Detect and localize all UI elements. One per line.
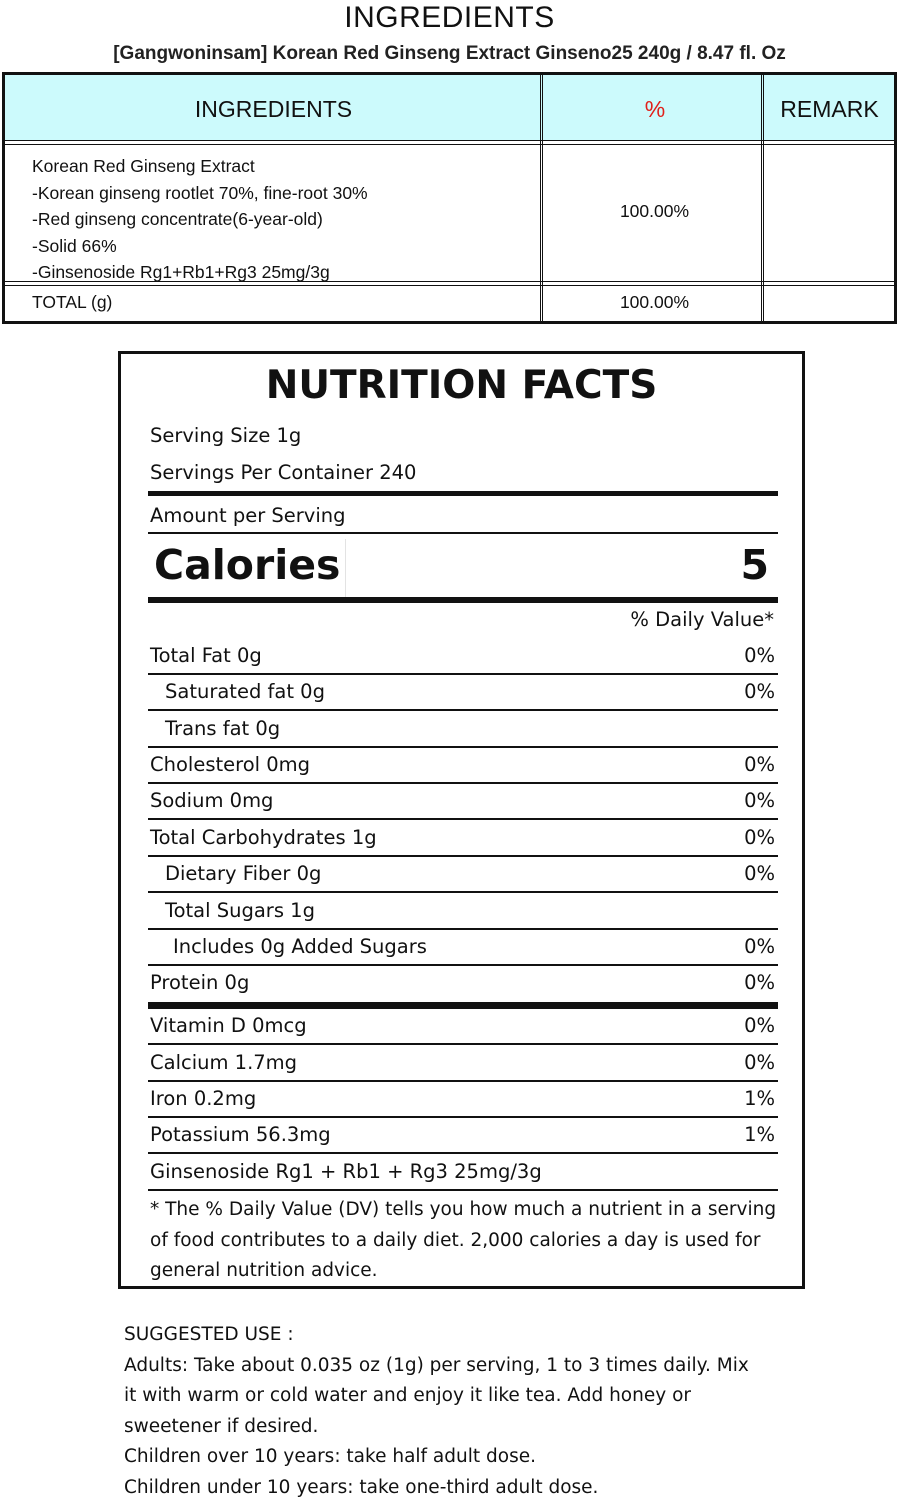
nutrient-daily-value: 0% (744, 825, 775, 851)
nutrient-row-potassium (148, 1118, 778, 1154)
nutrient-row-total-sugars (148, 894, 778, 930)
divider (148, 532, 778, 534)
nutrient-row-dietary-fiber (148, 857, 778, 893)
row-divider (148, 709, 778, 711)
nutrient-label: Iron 0.2mg (150, 1086, 256, 1112)
suggested-use-line: Children under 10 years: take one-third adult dose. (124, 1473, 824, 1503)
ingredients-table (2, 72, 897, 324)
nutrient-daily-value: 0% (744, 679, 775, 705)
ingredients-title: INGREDIENTS (0, 0, 899, 36)
nutrient-daily-value: 0% (744, 1013, 775, 1039)
header-percent: % (545, 75, 765, 140)
nutrient-row-added-sugars (148, 930, 778, 966)
nutrient-row-calcium (148, 1046, 778, 1082)
column-divider (761, 75, 764, 321)
nutrient-row-iron (148, 1082, 778, 1118)
row-divider (148, 1043, 778, 1045)
ingredient-line: -Solid 66% (32, 233, 368, 260)
nutrient-label: Trans fat 0g (165, 716, 280, 742)
nutrient-row-saturated-fat (148, 675, 778, 711)
serving-size: Serving Size 1g (150, 423, 301, 449)
nutrient-label: Vitamin D 0mcg (150, 1013, 307, 1039)
nutrient-daily-value: 1% (744, 1086, 775, 1112)
nutrient-daily-value: 0% (744, 861, 775, 887)
amount-per-serving: Amount per Serving (150, 503, 346, 529)
suggested-use-line: sweetener if desired. (124, 1412, 824, 1443)
servings-per-container: Servings Per Container 240 (150, 460, 416, 486)
nutrient-label: Total Fat 0g (150, 643, 262, 669)
nutrient-daily-value: 0% (744, 934, 775, 960)
nutrient-label: Total Sugars 1g (165, 898, 315, 924)
nutrient-daily-value: 0% (744, 643, 775, 669)
product-subtitle: [Gangwoninsam] Korean Red Ginseng Extract Ginseno25 240g / 8.47 fl. Oz (0, 41, 899, 67)
nutrition-facts-title: NUTRITION FACTS (121, 364, 802, 408)
nutrient-daily-value: 0% (744, 970, 775, 996)
ingredient-line: -Red ginseng concentrate(6-year-old) (32, 206, 368, 233)
daily-value-footnote: * The % Daily Value (DV) tells you how much a nutrient in a serving of food contributes to a daily diet. 2,000 calories a day is used for general nutrition advice. (150, 1195, 790, 1287)
ingredient-line: -Ginsenoside Rg1+Rb1+Rg3 25mg/3g (32, 259, 368, 286)
nutrient-row-sodium (148, 784, 778, 820)
total-label: TOTAL (g) (32, 292, 112, 313)
suggested-use-line: it with warm or cold water and enjoy it like tea. Add honey or (124, 1381, 824, 1412)
nutrient-label: Potassium 56.3mg (150, 1122, 331, 1148)
ingredient-percent: 100.00% (547, 201, 762, 222)
row-divider (148, 891, 778, 893)
calories-label: Calories (154, 540, 340, 590)
nutrient-row-total-carbohydrates (148, 821, 778, 857)
nutrient-label: Cholesterol 0mg (150, 752, 310, 778)
row-divider (148, 1189, 778, 1191)
nutrient-row-ginsenoside (148, 1155, 778, 1191)
total-percent: 100.00% (547, 292, 762, 313)
nutrient-row-vitamin-d (148, 1009, 778, 1045)
nutrition-facts-panel (118, 351, 805, 1289)
nutrient-label: Sodium 0mg (150, 788, 273, 814)
nutrient-daily-value: 0% (744, 788, 775, 814)
column-divider (540, 75, 543, 321)
nutrient-label: Calcium 1.7mg (150, 1050, 297, 1076)
nutrient-label: Total Carbohydrates 1g (150, 825, 377, 851)
suggested-use-line: Adults: Take about 0.035 oz (1g) per serving, 1 to 3 times daily. Mix (124, 1351, 824, 1382)
row-divider (148, 818, 778, 820)
calories-separator (345, 539, 346, 599)
thick-divider (148, 491, 778, 496)
header-remark: REMARK (765, 75, 894, 140)
nutrient-label: Ginsenoside Rg1 + Rb1 + Rg3 25mg/3g (150, 1159, 542, 1185)
nutrient-label: Dietary Fiber 0g (165, 861, 321, 887)
thick-divider (148, 597, 778, 603)
suggested-use-heading: SUGGESTED USE : (124, 1320, 824, 1351)
nutrient-row-cholesterol (148, 748, 778, 784)
nutrient-row-trans-fat (148, 712, 778, 748)
ingredient-list (32, 153, 368, 286)
nutrient-daily-value: 0% (744, 752, 775, 778)
ingredient-line: -Korean ginseng rootlet 70%, fine-root 30% (32, 180, 368, 207)
nutrient-label: Includes 0g Added Sugars (173, 934, 427, 960)
suggested-use-line: Children over 10 years: take half adult dose. (124, 1442, 824, 1473)
nutrient-label: Protein 0g (150, 970, 249, 996)
nutrient-daily-value: 0% (744, 1050, 775, 1076)
daily-value-header: % Daily Value* (630, 607, 774, 633)
suggested-use (124, 1320, 824, 1503)
nutrient-row-protein (148, 966, 778, 1002)
header-ingredients: INGREDIENTS (5, 75, 542, 140)
calories-value: 5 (740, 540, 769, 590)
nutrient-daily-value: 1% (744, 1122, 775, 1148)
nutrient-label: Saturated fat 0g (165, 679, 325, 705)
ingredient-line: Korean Red Ginseng Extract (32, 153, 368, 180)
row-divider (148, 1152, 778, 1154)
thick-divider (148, 1002, 778, 1009)
nutrient-row-total-fat (148, 639, 778, 675)
